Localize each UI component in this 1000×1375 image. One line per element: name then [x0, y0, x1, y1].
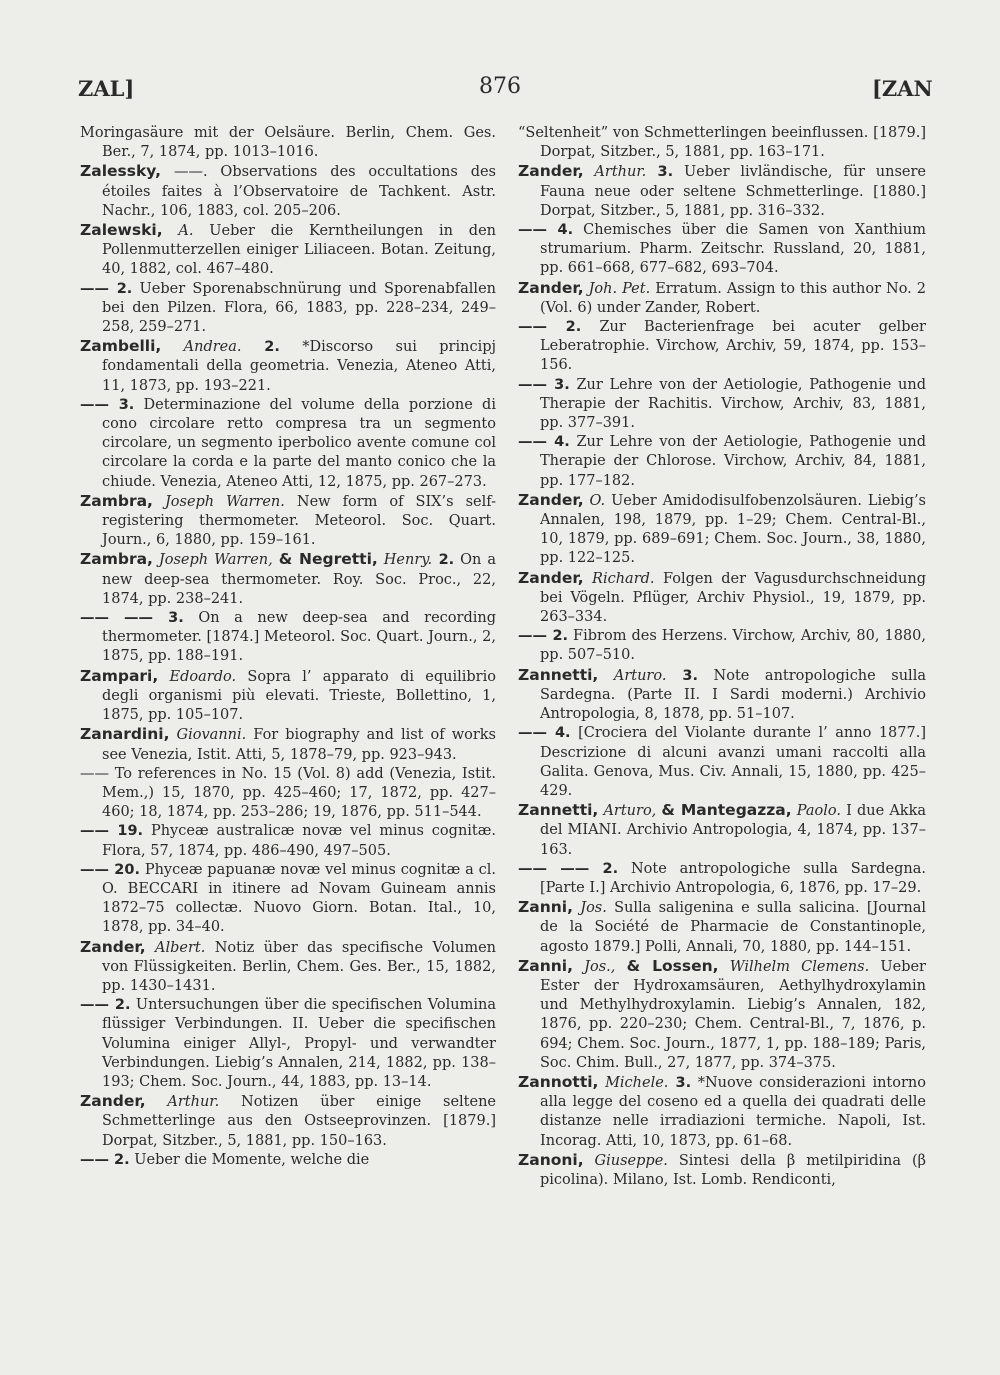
- entry-citation: Ueber Amidodisulfobenzolsäuren. Liebig’s Annalen, 198, 1879, pp. 1–29; Chem. Central-Bl., 10, 1879, pp. 689–691; Chem. Soc. Journ., 38, 1880, pp. 122–125.: [540, 492, 926, 567]
- entry-citation: Untersuchungen über die specifischen Volumina flüssiger Verbindungen. II. Ueber die specifischen Volumina einiger Allyl-, Propyl- und verwandter Verbindungen. Liebig’s Annalen, 214, 1882, pp. 138–193; Chem. Soc. Journ., 44, 1883, pp. 13–14.: [102, 997, 496, 1090]
- entry-citation: Zur Lehre von der Aetiologie, Pathogenie und Therapie der Chlorose. Virchow, Archiv, 84, 1881, pp. 177–182.: [540, 434, 926, 489]
- entry-citation: Phyceæ australicæ novæ vel minus cognitæ. Flora, 57, 1874, pp. 486–490, 497–505.: [102, 823, 496, 859]
- bibliography-entry: [518, 279, 926, 318]
- entry-author: Zanni,: [518, 956, 573, 975]
- entry-number: —— 19.: [80, 823, 144, 840]
- right-column: [518, 124, 926, 1190]
- entry-forename: O.: [583, 492, 606, 509]
- entry-number: 3.: [668, 1074, 692, 1091]
- entry-forename: Michele.: [598, 1074, 669, 1091]
- header-left-range: ZAL]: [78, 76, 135, 101]
- entry-author: Zanni,: [518, 898, 573, 917]
- entry-number: —— 2.: [80, 1151, 130, 1168]
- entry-number: —— 4.: [518, 725, 571, 742]
- entry-citation: For biography and list of works see Venezia, Istit. Atti, 5, 1878–79, pp. 923–943.: [102, 727, 496, 763]
- entry-number: 2.: [241, 339, 280, 356]
- entry-author: Zander,: [518, 162, 584, 181]
- entry-forename: Arthur.: [583, 164, 647, 181]
- bibliography-entry: [518, 957, 926, 1073]
- entry-number: —— 3.: [80, 396, 135, 413]
- entry-citation: Sintesi della β metilpiridina (β picolina). Milano, Ist. Lomb. Rendiconti,: [540, 1152, 926, 1188]
- entry-author: Zander,: [518, 278, 584, 297]
- entry-number: 3.: [666, 667, 699, 684]
- left-column: [80, 124, 496, 1170]
- entry-author: Zanardini,: [80, 725, 170, 744]
- entry-forename: Jos.: [572, 900, 607, 917]
- entry-forename: Giuseppe.: [583, 1152, 668, 1169]
- entry-number: —— 2.: [518, 628, 569, 645]
- header-right-range: [ZAN: [872, 76, 933, 101]
- entry-citation: Determinazione del volume della porzione di cono circolare retto compresa tra un segmento circolare, un segmento iperbolico avente comune col circolare la corda e la parte del manto conico che la chiude. Venezia, Ateneo Atti, 12, 1875, pp. 267–273.: [102, 396, 496, 490]
- entry-author: Zannotti,: [518, 1072, 599, 1091]
- entry-forename: Arturo,: [598, 803, 662, 820]
- entry-citation: Zur Lehre von der Aetiologie, Pathogenie und Therapie der Rachitis. Virchow, Archiv, 83, 1881, pp. 377–391.: [540, 376, 926, 432]
- entry-number: —— 2.: [518, 319, 582, 336]
- entry-citation: [Crociera del Violante durante l’ anno 1877.] Descrizione di alcuni avanzi umani raccolti alla Galita. Genova, Mus. Civ. Annali, 15, 1880, pp. 425–429.: [540, 725, 926, 799]
- bibliography-entry: [518, 162, 926, 221]
- bibliography-entry: [518, 724, 926, 801]
- entry-forename: Joh. Pet.: [583, 280, 651, 297]
- bibliography-entry: [518, 1073, 926, 1151]
- entry-citation: Ueber Sporenabschnürung und Sporenabfallen bei den Pilzen. Flora, 66, 1883, pp. 228–234, 249–258, 259–271.: [102, 280, 496, 336]
- entry-number: —— 3.: [518, 376, 570, 393]
- bibliography-entry: [80, 492, 496, 551]
- bibliography-entry: [80, 162, 496, 221]
- bibliography-entry: [518, 376, 926, 434]
- entry-citation: Ueber livländische, für unsere Fauna neue oder seltene Schmetterlinge. [1880.] Dorpat, Sitzber., 5, 1881, pp. 316–332.: [540, 164, 926, 219]
- entry-citation: On a new deep-sea and recording thermometer. [1874.] Meteorol. Soc. Quart. Journ., 2, 1875, pp. 188–191.: [102, 610, 497, 665]
- entry-author: Zander,: [518, 490, 584, 509]
- entry-number: —— 2.: [80, 997, 131, 1014]
- entry-author: Zambra,: [80, 491, 153, 510]
- bibliography-entry: [80, 1151, 496, 1170]
- entry-forename: Joseph Warren,: [152, 552, 279, 569]
- entry-author: Zalessky,: [80, 162, 162, 181]
- entry-forename: A.: [162, 223, 194, 240]
- entry-number: 2.: [432, 552, 455, 569]
- entry-citation: Notizen über einige seltene Schmetterlinge aus den Ostseeprovinzen. [1879.] Dorpat, Sitzber., 5, 1881, pp. 150–163.: [102, 1094, 496, 1149]
- entry-citation: Folgen der Vagusdurchschneidung bei Vögeln. Pflüger, Archiv Physiol., 19, 1879, pp. 263–334.: [540, 570, 926, 626]
- bibliography-entry: [518, 898, 926, 957]
- entry-author: Zander,: [80, 1092, 146, 1111]
- entry-citation: Erratum. Assign to this author No. 2 (Vol. 6) under Zander, Robert.: [540, 280, 926, 316]
- bibliography-entry: [518, 627, 926, 665]
- entry-author: Zalewski,: [80, 221, 163, 240]
- entry-author: Zampari,: [80, 666, 159, 685]
- entry-forename: Albert.: [145, 939, 206, 956]
- page-number: 876: [479, 74, 521, 99]
- entry-coauthor-forename: Paolo.: [791, 803, 841, 820]
- entry-citation: On a new deep-sea thermometer. Roy. Soc. Proc., 22, 1874, pp. 238–241.: [102, 552, 496, 607]
- entry-citation: Fibrom des Herzens. Virchow, Archiv, 80, 1880, pp. 507–510.: [540, 628, 926, 664]
- bibliography-entry: [518, 860, 926, 898]
- entry-author: Zambra,: [80, 550, 153, 569]
- entry-citation: Notiz über das specifische Volumen von Flüssigkeiten. Berlin, Chem. Ges. Ber., 15, 1882, pp. 1430–1431.: [102, 939, 496, 994]
- bibliography-entry: [80, 609, 496, 667]
- entry-number: —— 4.: [518, 434, 570, 451]
- bibliography-entry: [80, 280, 496, 338]
- bibliography-entry: [80, 337, 496, 396]
- entry-number: —— 20.: [80, 861, 140, 878]
- bibliography-entry: [518, 124, 926, 162]
- entry-number: —— 2.: [80, 280, 133, 297]
- entry-citation: Phyceæ papuanæ novæ vel minus cognitæ a cl. O. BECCARI in itinere ad Novam Guineam annis 1872–75 collectæ. Nuovo Giorn. Botan. Ital., 10, 1878, pp. 34–40.: [102, 861, 496, 936]
- bibliography-entry: [80, 822, 496, 860]
- bibliography-entry: [80, 765, 496, 823]
- entry-coauthor-forename: Wilhelm Clemens.: [718, 958, 870, 975]
- entry-author: Zambelli,: [80, 337, 162, 356]
- entry-citation: Zur Bacterienfrage bei acuter gelber Leberatrophie. Virchow, Archiv, 59, 1874, pp. 153–156.: [540, 319, 926, 374]
- entry-citation: —— To references in No. 15 (Vol. 8) add (Venezia, Istit. Mem.,) 15, 1870, pp. 425–460; 17, 1872, pp. 427–460; 18, 1874, pp. 253–286; 19, 1876, pp. 511–544.: [80, 765, 496, 821]
- entry-forename: Arturo.: [598, 667, 667, 684]
- bibliography-entry: [80, 667, 496, 726]
- entry-author: Zanoni,: [518, 1150, 584, 1169]
- entry-citation: *Discorso sui principj fondamentali della geometria. Venezia, Ateneo Atti, 11, 1873, pp. 193–221.: [102, 339, 496, 394]
- entry-text: “Seltenheit” von Schmetterlingen beeinflussen. [1879.] Dorpat, Sitzber., 5, 1881, pp. 163–171.: [518, 125, 926, 161]
- bibliography-entry: [518, 801, 926, 860]
- entry-author: Zander,: [518, 568, 584, 587]
- bibliography-entry: [518, 569, 926, 628]
- entry-text: Moringasäure mit der Oelsäure. Berlin, Chem. Ges. Ber., 7, 1874, pp. 1013–1016.: [80, 125, 496, 161]
- entry-forename: Arthur.: [145, 1094, 220, 1111]
- bibliography-entry: [518, 318, 926, 376]
- entry-number: —— 4.: [518, 222, 574, 239]
- bibliography-entry: [80, 221, 496, 280]
- entry-citation: I due Akka del MIANI. Archivio Antropologia, 4, 1874, pp. 137–163.: [540, 803, 927, 858]
- entry-forename: Edoardo.: [158, 668, 237, 685]
- entry-coauthor: & Negretti,: [278, 550, 378, 569]
- bibliography-entry: [518, 221, 926, 279]
- entry-coauthor: & Lossen,: [626, 956, 719, 975]
- entry-forename: Jos.,: [572, 958, 627, 975]
- entry-citation: New form of SIX’s self-registering thermometer. Meteorol. Soc. Quart. Journ., 6, 1880, pp. 159–161.: [102, 493, 496, 549]
- entry-citation: Ueber die Momente, welche die: [129, 1151, 370, 1168]
- entry-author: Zannetti,: [518, 665, 599, 684]
- bibliography-entry: [80, 996, 496, 1092]
- entry-forename: Richard.: [583, 570, 655, 587]
- bibliography-entry: [80, 938, 496, 997]
- bibliography-entry: [80, 550, 496, 609]
- entry-citation: Note antropologiche sulla Sardegna. (Parte II. I Sardi moderni.) Archivio Antropologia, 8, 1878, pp. 51–107.: [540, 667, 926, 723]
- entry-number: 3.: [646, 164, 674, 181]
- entry-coauthor-forename: Henry.: [377, 552, 433, 569]
- entry-citation: Ueber Ester der Hydroxamsäuren, Aethylhydroxylamin und Methylhydroxylamin. Liebig’s Annalen, 182, 1876, pp. 220–230; Chem. Central-Bl., 7, 1876, p. 694; Chem. Soc. Journ., 1877, 1, pp. 188–189; Paris, Soc. Chim. Bull., 27, 1877, pp. 374–375.: [540, 958, 926, 1071]
- entry-citation: Note antropologiche sulla Sardegna. [Parte I.] Archivio Antropologia, 6, 1876, pp. 17–29.: [540, 860, 926, 896]
- bibliography-entry: [80, 1092, 496, 1151]
- entry-citation: ——. Observations des occultations des étoiles faites à l’Observatoire de Tachkent. Astr. Nachr., 106, 1883, col. 205–206.: [102, 164, 496, 219]
- bibliography-entry: [80, 861, 496, 938]
- entry-author: Zander,: [80, 937, 146, 956]
- entry-coauthor: & Mantegazza,: [661, 801, 792, 820]
- entry-forename: Joseph Warren.: [152, 493, 285, 510]
- bibliography-entry: [80, 725, 496, 764]
- entry-citation: Sulla saligenina e sulla salicina. [Journal de la Société de Pharmacie de Constantinople, agosto 1879.] Polli, Annali, 70, 1880, pp. 144–151.: [540, 900, 926, 955]
- entry-author: Zannetti,: [518, 801, 599, 820]
- bibliography-entry: [518, 1151, 926, 1190]
- bibliography-entry: [80, 396, 496, 492]
- entry-citation: Ueber die Kerntheilungen in den Pollenmutterzellen einiger Liliaceen. Botan. Zeitung, 40, 1882, col. 467–480.: [102, 223, 496, 278]
- entry-forename: Andrea.: [161, 339, 242, 356]
- entry-citation: Chemisches über die Samen von Xanthium strumarium. Pharm. Zeitschr. Russland, 20, 1881, pp. 661–668, 677–682, 693–704.: [540, 222, 926, 277]
- bibliography-entry: [518, 666, 926, 725]
- entry-number: —— —— 3.: [80, 610, 184, 627]
- bibliography-entry: [518, 491, 926, 569]
- entry-number: —— —— 2.: [518, 860, 619, 877]
- entry-citation: Sopra l’ apparato di equilibrio degli organismi più elevati. Trieste, Bollettino, 1, 1875, pp. 105–107.: [102, 668, 496, 724]
- bibliography-entry: [518, 433, 926, 491]
- entry-citation: *Nuove considerazioni intorno alla legge del coseno ed a quella dei quadrati delle distanze nelle irradiazioni termiche. Napoli, Ist. Incorag. Atti, 10, 1873, pp. 61–68.: [540, 1074, 926, 1149]
- entry-forename: Giovanni.: [169, 727, 247, 744]
- bibliography-entry: [80, 124, 496, 162]
